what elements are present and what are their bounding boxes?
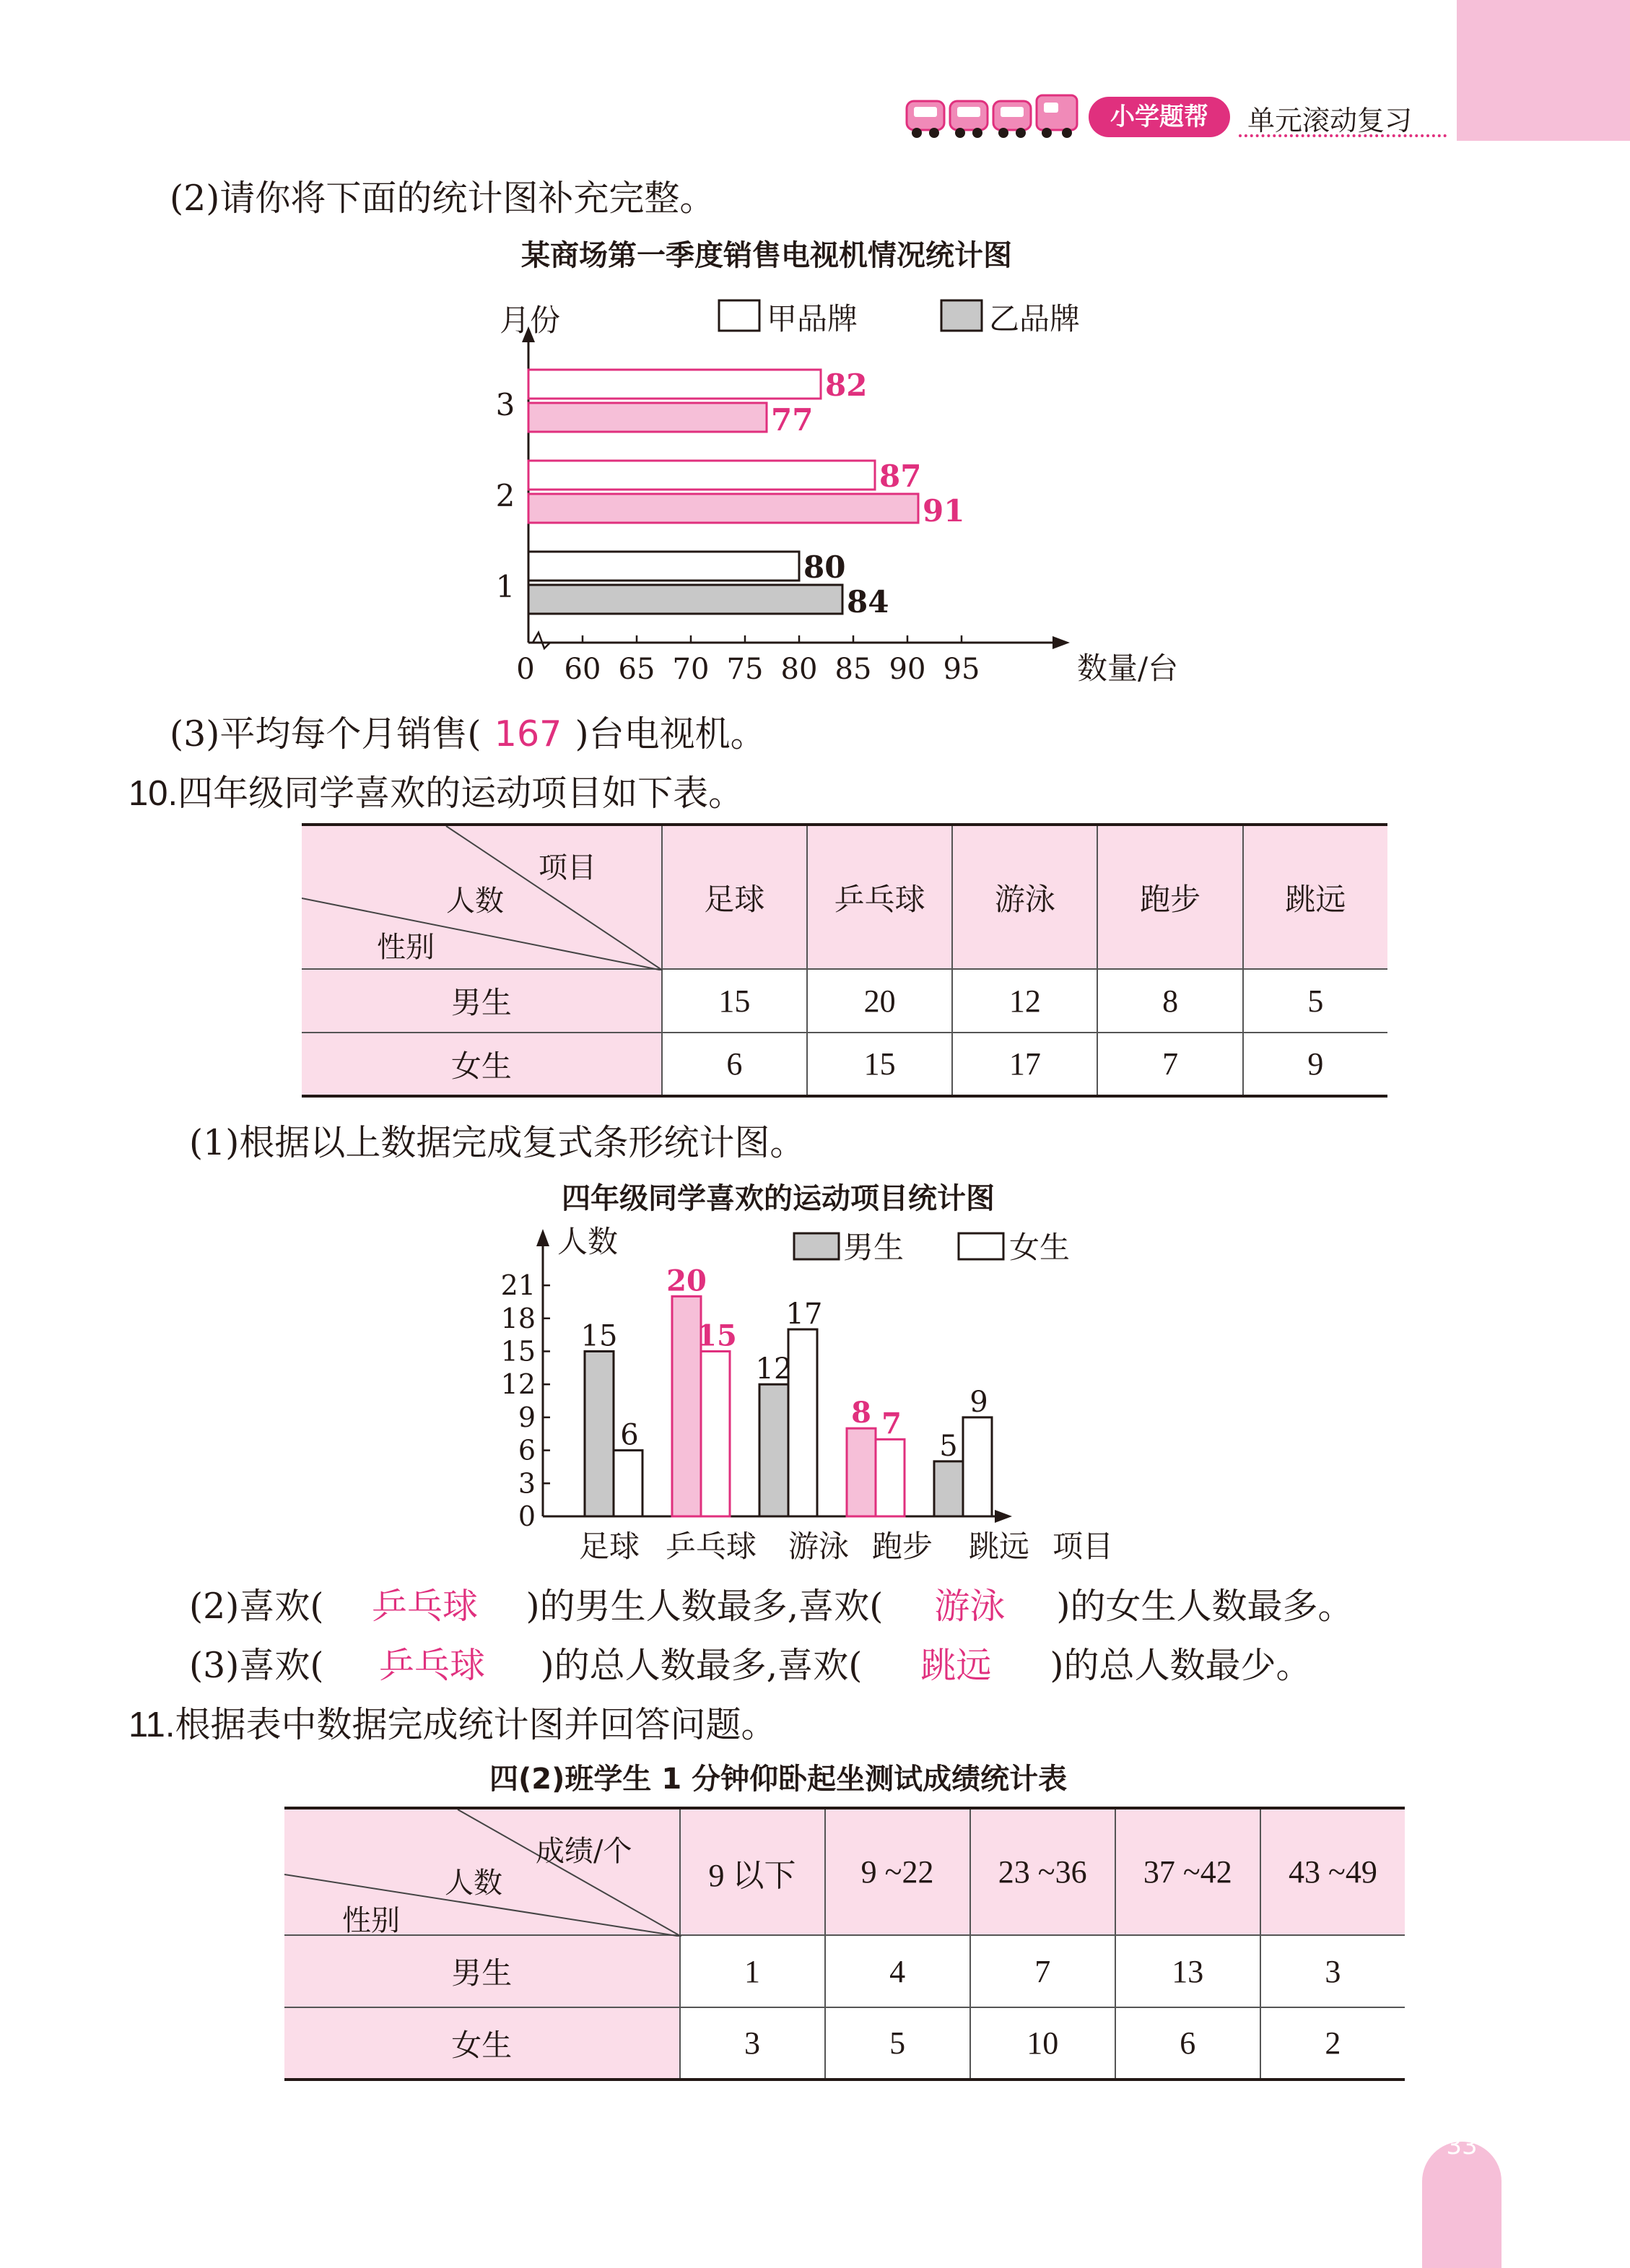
q11-header-count: 人数 xyxy=(445,1867,502,1900)
q10-col-0: 足球 xyxy=(662,825,807,969)
bar-girls xyxy=(788,1329,817,1516)
page-number-tab xyxy=(1422,2142,1502,2268)
cell: 17 xyxy=(952,1033,1097,1096)
cell: 15 xyxy=(807,1033,952,1096)
table-row xyxy=(302,969,1387,1033)
x-category-label: 足球 xyxy=(579,1529,640,1564)
cell: 7 xyxy=(1097,1033,1242,1096)
bar-brand-b xyxy=(528,403,767,432)
page-number: 33 xyxy=(1446,2132,1478,2160)
y-axis-arrow xyxy=(536,1229,549,1246)
cell: 3 xyxy=(680,2007,825,2080)
q11-text: 根据表中数据完成统计图并回答问题。 xyxy=(175,1704,777,1745)
q10-col-4: 跳远 xyxy=(1243,825,1387,969)
cell: 4 xyxy=(825,1935,970,2007)
x-tick-label: 70 xyxy=(672,653,710,686)
y-tick-label: 6 xyxy=(518,1434,536,1467)
bar-brand-a xyxy=(528,370,821,399)
legend-label-boys: 男生 xyxy=(843,1230,905,1265)
q10-table-header-cell xyxy=(302,825,662,969)
bar-label-girls: 7 xyxy=(881,1407,902,1441)
cell: 20 xyxy=(807,969,952,1033)
q11-table-header-cell xyxy=(284,1808,680,1935)
q10-part3 xyxy=(189,1638,1311,1688)
cell: 15 xyxy=(662,969,807,1033)
x-category-label: 游泳 xyxy=(788,1529,850,1564)
header-badge: 小学题帮 xyxy=(1089,97,1230,137)
x-tick-label: 85 xyxy=(834,653,872,686)
q10-part3-text-3: )的总人数最少。 xyxy=(1050,1645,1312,1686)
chart2-title: 四年级同学喜欢的运动项目统计图 xyxy=(562,1182,995,1215)
x-category-label: 跑步 xyxy=(872,1529,933,1564)
cell: 6 xyxy=(662,1033,807,1096)
x-tick-label: 60 xyxy=(564,653,601,686)
q10-part3-text-2: )的总人数最多,喜欢( xyxy=(540,1645,863,1686)
bar-brand-b xyxy=(528,585,842,614)
x-category-label: 乒乓球 xyxy=(666,1529,757,1564)
x-axis-label: 项目 xyxy=(1052,1529,1114,1564)
y-tick-label: 3 xyxy=(518,1467,536,1500)
q10-part2-text-3: )的女生人数最多。 xyxy=(1056,1586,1354,1627)
bar-boys xyxy=(585,1352,614,1517)
bar-girls xyxy=(614,1451,642,1516)
row-label: 男生 xyxy=(302,969,662,1033)
q10-part3-answer-2: 跳远 xyxy=(920,1645,992,1686)
q9-part3-answer: 167 xyxy=(494,713,562,755)
x-category-label: 跳远 xyxy=(969,1529,1030,1564)
bar-label-girls: 17 xyxy=(785,1298,823,1331)
y-tick-label: 21 xyxy=(500,1269,536,1302)
cell: 13 xyxy=(1115,1935,1260,2007)
axis-break xyxy=(533,633,550,648)
q11-col-0: 9 以下 xyxy=(680,1808,825,1935)
y-axis-label: 月份 xyxy=(500,303,561,338)
q10-header-item: 项目 xyxy=(539,851,596,885)
x-tick-label: 90 xyxy=(889,653,926,686)
legend-label-b: 乙品牌 xyxy=(989,301,1081,336)
q11-col-1: 9 ~22 xyxy=(825,1808,970,1935)
q10-part3-answer-1: 乒乓球 xyxy=(379,1645,486,1686)
legend-swatch-boys xyxy=(794,1233,839,1259)
cell: 1 xyxy=(680,1935,825,2007)
q11-number: 11. xyxy=(128,1706,175,1745)
q10-part2-text-2: )的男生人数最多,喜欢( xyxy=(526,1586,884,1627)
cell: 5 xyxy=(1243,969,1387,1033)
q11-header-gender: 性别 xyxy=(342,1904,400,1937)
q10-part3-text-1: (3)喜欢( xyxy=(189,1645,324,1686)
cell: 2 xyxy=(1260,2007,1405,2080)
q11-col-2: 23 ~36 xyxy=(970,1808,1115,1935)
y-tick-label: 3 xyxy=(495,387,515,422)
bar-girls xyxy=(701,1352,730,1517)
cell: 3 xyxy=(1260,1935,1405,2007)
q11-title xyxy=(128,1697,777,1747)
q9-part3 xyxy=(170,706,766,757)
y-tick-label: 18 xyxy=(500,1302,536,1334)
bar-brand-a xyxy=(528,552,799,581)
bar-label-girls: 9 xyxy=(969,1385,988,1419)
bar-label-boys: 8 xyxy=(851,1396,871,1430)
q11-col-3: 37 ~42 xyxy=(1115,1808,1260,1935)
x-tick-label: 95 xyxy=(943,653,980,686)
y-tick-label: 15 xyxy=(500,1335,536,1368)
bar-boys xyxy=(847,1428,876,1516)
q9-part3-prefix: (3)平均每个月销售( xyxy=(170,713,481,755)
bar-label-brand-a: 82 xyxy=(825,368,868,403)
y-tick-label: 0 xyxy=(518,1500,536,1532)
bar-boys xyxy=(759,1384,788,1516)
tv-sales-chart xyxy=(462,289,1184,700)
bar-label-brand-a: 80 xyxy=(803,549,846,585)
header-divider xyxy=(1239,134,1447,137)
y-tick-label: 2 xyxy=(495,478,515,513)
bar-label-boys: 15 xyxy=(580,1319,618,1353)
q10-col-1: 乒乓球 xyxy=(807,825,952,969)
x-tick-label: 80 xyxy=(780,653,818,686)
q10-number: 10. xyxy=(128,774,178,813)
q10-part2-answer-1: 乒乓球 xyxy=(372,1586,479,1627)
q10-header-count: 人数 xyxy=(446,885,504,918)
bar-girls xyxy=(876,1439,905,1516)
bar-label-girls: 6 xyxy=(620,1418,639,1452)
q10-col-2: 游泳 xyxy=(952,825,1097,969)
cell: 8 xyxy=(1097,969,1242,1033)
cell: 9 xyxy=(1243,1033,1387,1096)
row-label: 女生 xyxy=(302,1033,662,1096)
q11-header-item: 成绩/个 xyxy=(536,1835,632,1868)
row-label: 男生 xyxy=(284,1935,680,2007)
y-tick-label: 9 xyxy=(518,1401,536,1433)
sports-chart xyxy=(476,1220,1141,1567)
table-row xyxy=(302,1033,1387,1096)
q10-table xyxy=(302,823,1387,1098)
corner-tab xyxy=(1457,0,1630,141)
x-axis-arrow xyxy=(995,1510,1012,1523)
q10-title xyxy=(128,765,744,816)
legend-swatch-b xyxy=(941,300,982,331)
bar-label-brand-a: 87 xyxy=(879,459,922,494)
cell: 6 xyxy=(1115,2007,1260,2080)
cell: 12 xyxy=(952,969,1097,1033)
bar-brand-a xyxy=(528,461,875,490)
bar-boys xyxy=(934,1461,963,1516)
cell: 5 xyxy=(825,2007,970,2080)
bar-label-brand-b: 84 xyxy=(847,584,889,620)
q10-part2 xyxy=(189,1578,1353,1629)
table-row xyxy=(284,1935,1405,2007)
x-axis-label: 数量/台 xyxy=(1077,651,1179,686)
x-tick-label: 65 xyxy=(618,653,655,686)
bar-brand-b xyxy=(528,494,918,523)
q10-part2-text-1: (2)喜欢( xyxy=(189,1586,324,1627)
q9-part3-suffix: )台电视机。 xyxy=(575,713,766,755)
legend-label-girls: 女生 xyxy=(1009,1230,1071,1265)
q10-col-3: 跑步 xyxy=(1097,825,1242,969)
q10-text: 四年级同学喜欢的运动项目如下表。 xyxy=(178,773,744,814)
bar-girls xyxy=(963,1417,992,1516)
q11-table xyxy=(284,1807,1405,2081)
q10-header-gender: 性别 xyxy=(377,931,435,964)
q9-part2: (2)请你将下面的统计图补充完整。 xyxy=(170,178,715,219)
legend-swatch-a xyxy=(719,300,759,331)
bar-label-boys: 12 xyxy=(755,1352,793,1386)
bar-label-boys: 20 xyxy=(666,1264,707,1298)
legend-label-a: 甲品牌 xyxy=(767,301,858,336)
y-tick-label: 1 xyxy=(495,569,515,604)
table-row xyxy=(284,2007,1405,2080)
cell: 7 xyxy=(970,1935,1115,2007)
q11-table-title: 四(2)班学生 1 分钟仰卧起坐测试成绩统计表 xyxy=(489,1763,1068,1796)
header-subtitle: 单元滚动复习 xyxy=(1247,105,1413,136)
y-axis-label: 人数 xyxy=(557,1224,619,1259)
chart1-title: 某商场第一季度销售电视机情况统计图 xyxy=(521,239,1012,272)
q11-col-4: 43 ~49 xyxy=(1260,1808,1405,1935)
row-label: 女生 xyxy=(284,2007,680,2080)
x-tick-label: 0 xyxy=(516,653,535,686)
q10-part2-answer-2: 游泳 xyxy=(934,1586,1006,1627)
train-icon xyxy=(904,85,1084,143)
x-axis-arrow xyxy=(1052,636,1070,649)
x-tick-label: 75 xyxy=(726,653,764,686)
bar-label-girls: 15 xyxy=(697,1318,737,1353)
cell: 10 xyxy=(970,2007,1115,2080)
bar-label-brand-b: 91 xyxy=(923,493,965,529)
y-tick-label: 12 xyxy=(500,1368,536,1401)
legend-swatch-girls xyxy=(959,1233,1003,1259)
q10-part1: (1)根据以上数据完成复式条形统计图。 xyxy=(189,1122,806,1163)
bar-label-boys: 5 xyxy=(939,1429,958,1463)
bar-label-brand-b: 77 xyxy=(771,402,814,438)
